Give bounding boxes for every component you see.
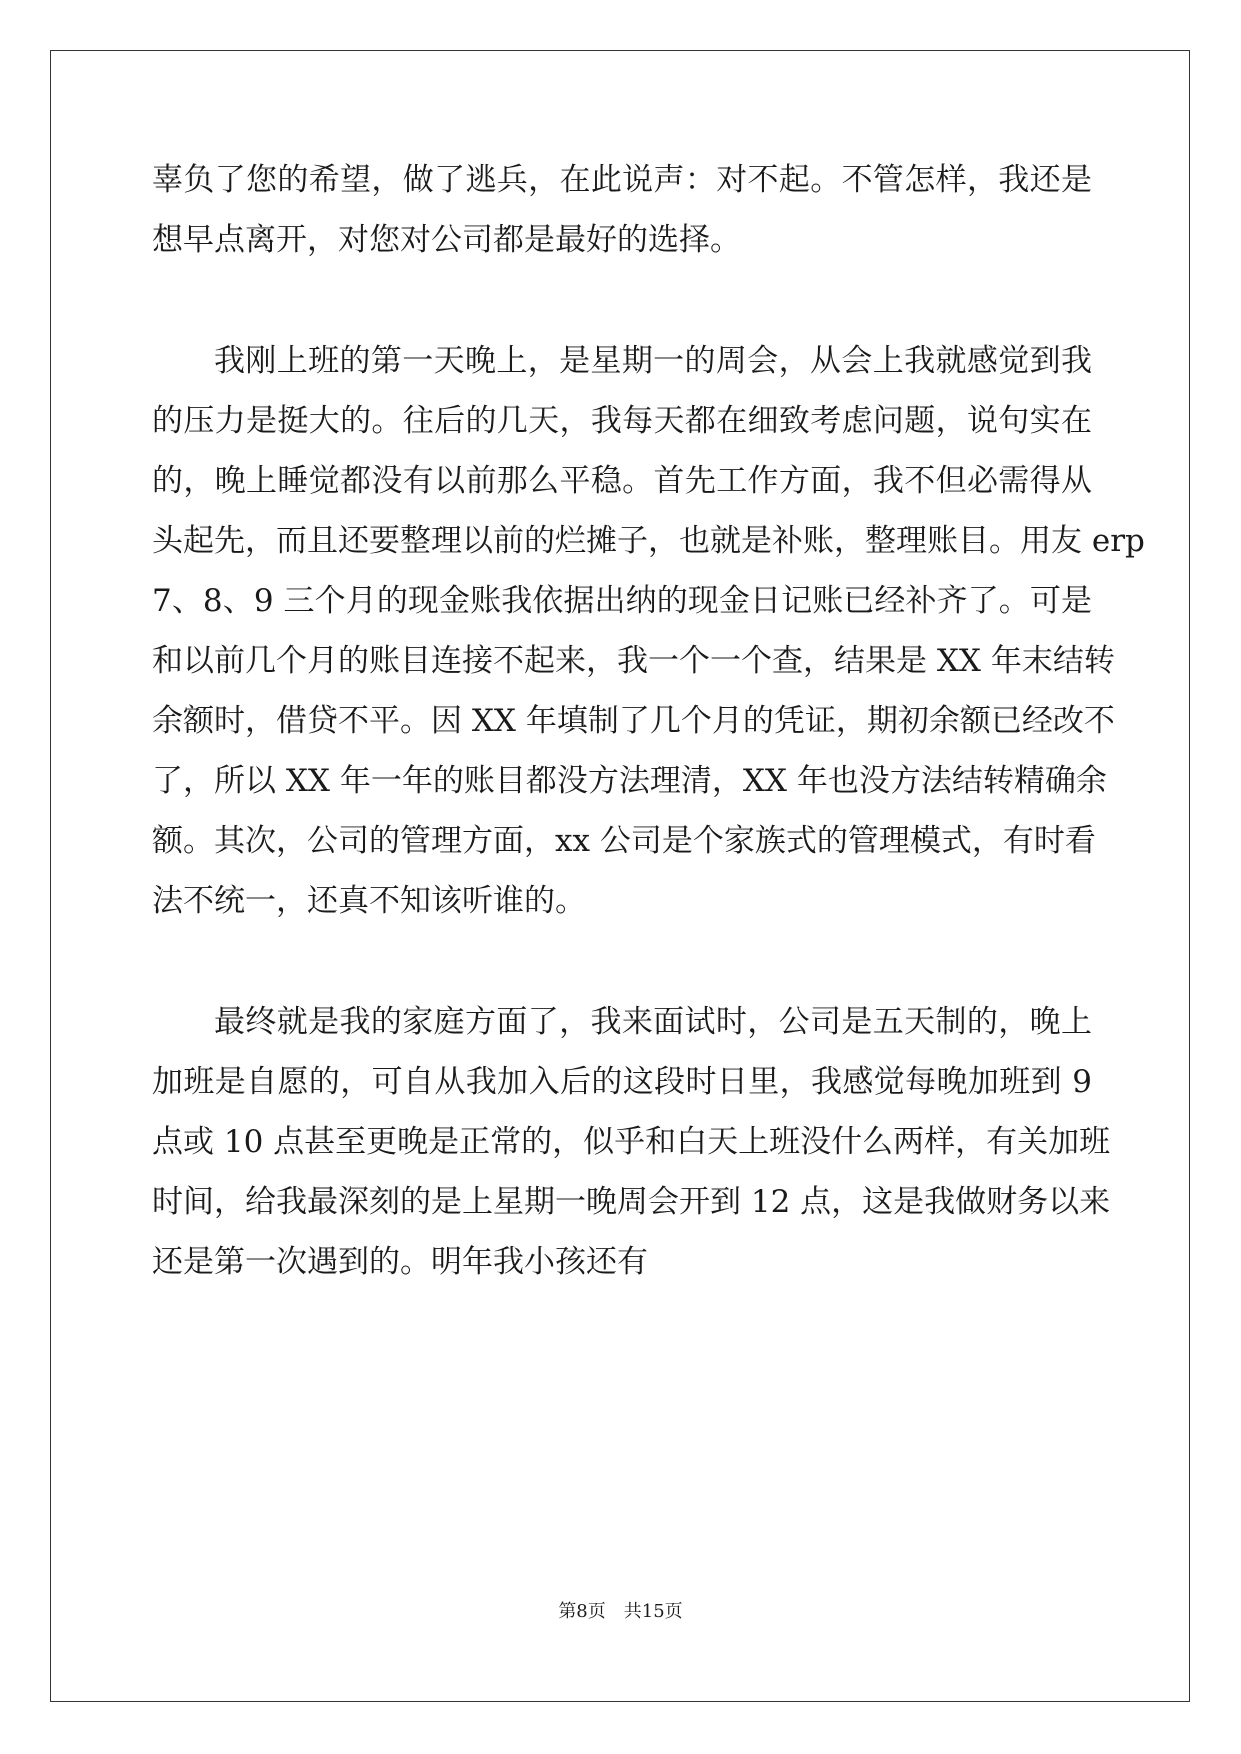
paragraph-3-line-4: 时间，给我最深刻的是上星期一晚周会开到 12 点，这是我做财务以来 (152, 1184, 1111, 1220)
paragraph-2-line-7: 余额时，借贷不平。因 XX 年填制了几个月的凭证，期初余额已经改不 (152, 703, 1115, 739)
paragraph-3-line-5: 还是第一次遇到的。明年我小孩还有 (152, 1244, 648, 1280)
paragraph-2-line-1: 我刚上班的第一天晚上，是星期一的周会，从会上我就感觉到我 (214, 343, 1092, 379)
paragraph-2-line-10: 法不统一，还真不知该听谁的。 (152, 883, 586, 919)
paragraph-1-line-1: 辜负了您的希望，做了逃兵，在此说声：对不起。不管怎样，我还是 (152, 162, 1092, 198)
paragraph-3-line-2: 加班是自愿的，可自从我加入后的这段时日里，我感觉每晚加班到 9 (152, 1064, 1092, 1100)
page-total: 共15页 (623, 1601, 683, 1622)
paragraph-2-line-2: 的压力是挺大的。往后的几天，我每天都在细致考虑问题，说句实在 (152, 403, 1092, 439)
paragraph-1-line-2: 想早点离开，对您对公司都是最好的选择。 (152, 222, 741, 258)
page-number: 第8页 (558, 1601, 606, 1622)
document-body (152, 150, 1145, 1292)
page-footer (0, 1600, 1241, 1624)
paragraph-2-line-5: 7、8、9 三个月的现金账我依据出纳的现金日记账已经补齐了。可是 (152, 583, 1092, 619)
paragraph-3-line-1: 最终就是我的家庭方面了，我来面试时，公司是五天制的，晚上 (214, 1004, 1092, 1040)
paragraph-3-line-3: 点或 10 点甚至更晚是正常的，似乎和白天上班没什么两样，有关加班 (152, 1124, 1111, 1160)
paragraph-2-line-6: 和以前几个月的账目连接不起来，我一个一个查，结果是 XX 年末结转 (152, 643, 1115, 679)
paragraph-2-line-8: 了，所以 XX 年一年的账目都没方法理清，XX 年也没方法结转精确余 (152, 763, 1107, 799)
paragraph-2-line-9: 额。其次，公司的管理方面，xx 公司是个家族式的管理模式，有时看 (152, 823, 1096, 859)
paragraph-2-line-3: 的，晚上睡觉都没有以前那么平稳。首先工作方面，我不但必需得从 (152, 463, 1092, 499)
paragraph-2-line-4: 头起先，而且还要整理以前的烂摊子，也就是补账，整理账目。用友 erp (152, 523, 1145, 559)
